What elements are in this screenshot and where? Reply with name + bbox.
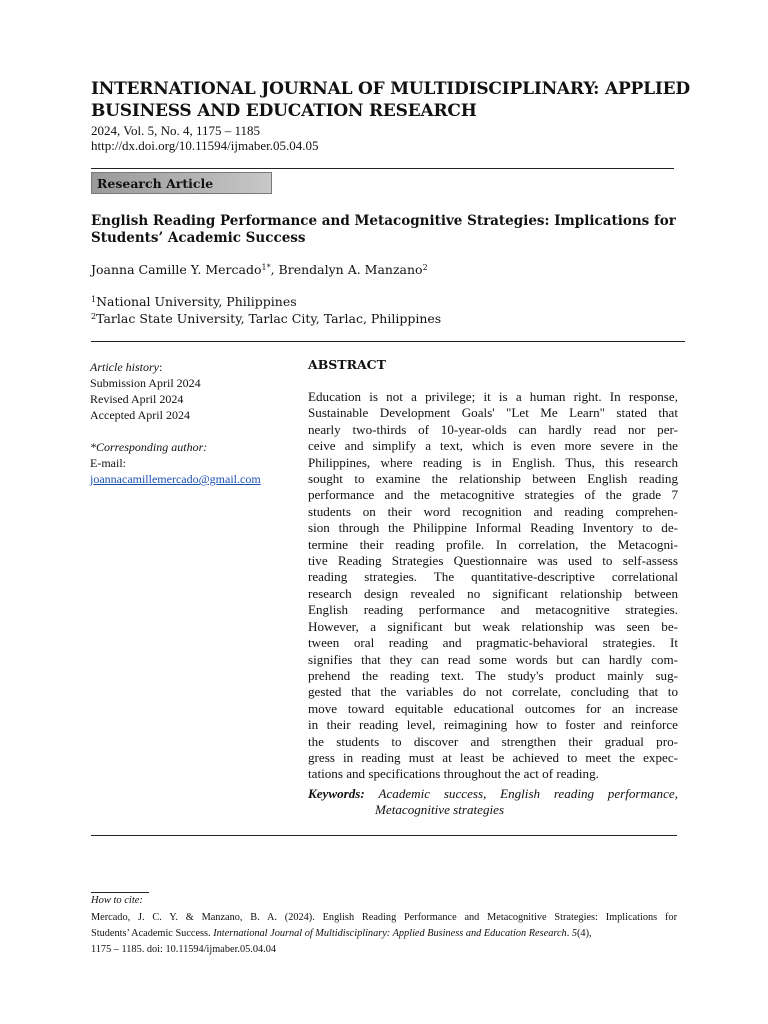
citation-line1: Mercado, J. C. Y. & Manzano, B. A. (2024). English Reading Performance and Metacognitive Strategies: Implications for <box>91 912 677 923</box>
abstract-line: termine their reading profile. In correlation, the Metacogni- <box>308 536 678 552</box>
citation-line2 <box>91 926 677 942</box>
sidebar-spacer <box>90 423 295 439</box>
abstract-line: gress in reading must at least be achieved to meet the expec- <box>308 749 678 765</box>
abstract-line: performance and the metacognitive strategies of the grade 7 <box>308 487 678 503</box>
abstract-line: Philippines, where reading is in English. Thus, this research <box>308 454 678 470</box>
volume-info: 2024, Vol. 5, No. 4, 1175 – 1185 <box>91 123 261 138</box>
abstract-line: Sustainable Development Goals' "Let Me Learn" stated that <box>308 405 678 421</box>
abstract-line: English reading performance and metacognitive strategies. <box>308 602 678 618</box>
keyword-word: reading <box>553 786 595 801</box>
keywords-line2: Metacognitive strategies <box>375 802 505 818</box>
citation-text <box>91 910 677 958</box>
journal-title <box>91 78 691 122</box>
affiliation-text: National University, Philippines <box>96 294 297 309</box>
article-type-label: Research Article <box>97 176 214 191</box>
author-affiliation-mark: 1* <box>261 263 271 272</box>
abstract-body <box>308 389 678 783</box>
abstract-line: research design revealed no significant relationship between <box>308 585 678 601</box>
doi-link[interactable]: http://dx.doi.org/10.11594/ijmaber.05.04.05 <box>91 138 319 153</box>
abstract-end-divider <box>91 835 677 836</box>
keywords-line1 <box>308 786 678 802</box>
abstract-line: the students to discover and strengthen their gradual pro- <box>308 733 678 749</box>
abstract-line: Education is not a privilege; it is a human right. In response, <box>308 389 678 404</box>
citation-divider <box>91 892 149 893</box>
paper-title-line1: English Reading Performance and Metacognitive Strategies: Implications for <box>91 213 676 229</box>
keyword-word: success, <box>443 786 487 801</box>
abstract-line: However, a significant but weak relationship was seen be- <box>308 618 678 634</box>
paper-title <box>91 213 691 247</box>
section-divider <box>91 341 685 342</box>
email-link[interactable]: joannacamillemercado@gmail.com <box>90 472 261 486</box>
keyword-word: Academic <box>378 786 431 801</box>
author-separator: , <box>270 262 279 277</box>
author-list <box>91 262 428 277</box>
article-info-sidebar <box>90 359 295 487</box>
article-history-label: Article history <box>90 360 159 374</box>
abstract-line: sion through the Philippine Informal Reading Inventory to de- <box>308 520 678 536</box>
affiliation <box>91 310 441 327</box>
abstract-line: sought to examine the relationship between English reading <box>308 471 678 487</box>
citation-volume: 5 <box>571 928 577 939</box>
abstract-line: tive Reading Strategies Questionnaire was used to self-assess <box>308 553 678 569</box>
affiliation-mark: 1 <box>91 295 97 304</box>
citation-line3: 1175 – 1185. doi: 10.11594/ijmaber.05.04.04 <box>91 944 277 955</box>
author-name: Joanna Camille Y. Mercado <box>91 262 262 277</box>
keywords-block <box>308 786 678 819</box>
abstract-heading: ABSTRACT <box>308 357 386 372</box>
citation-issue: (4), <box>577 928 592 939</box>
abstract-line: students on their word recognition and reading comprehen- <box>308 503 678 519</box>
citation-line2-start: Students’ Academic Success. <box>91 928 214 939</box>
abstract-line: tations and specifications throughout the act of reading. <box>308 766 599 782</box>
affiliation <box>91 293 297 310</box>
corresponding-author-label: *Corresponding author: <box>90 440 208 454</box>
abstract-line: in their reading level, reimagining how to foster and reinforce <box>308 717 678 733</box>
abstract-line: prehend the reading text. The study's product mainly sug- <box>308 667 678 683</box>
abstract-line: reading strategies. The quantitative-descriptive correlational <box>308 569 678 585</box>
journal-title-line1: INTERNATIONAL JOURNAL OF MULTIDISCIPLINARY: APPLIED <box>91 79 690 99</box>
citation-line2-sep: . <box>566 928 572 939</box>
affiliation-mark: 2 <box>91 312 97 321</box>
paper-title-line2: Students’ Academic Success <box>91 230 306 246</box>
article-history-colon: : <box>159 360 163 374</box>
email-label: E-mail: <box>90 456 126 470</box>
author-name: Brendalyn A. Manzano <box>278 262 423 277</box>
revised-date: Revised April 2024 <box>90 392 184 406</box>
keyword-word: English <box>500 786 541 801</box>
journal-title-line2: BUSINESS AND EDUCATION RESEARCH <box>91 101 477 121</box>
abstract-line: signifies that they can read some words but can hardly com- <box>308 651 678 667</box>
keyword-word: performance, <box>607 786 678 801</box>
submission-date: Submission April 2024 <box>90 376 201 390</box>
citation-label: How to cite: <box>91 895 143 906</box>
affiliation-text: Tarlac State University, Tarlac City, Tarlac, Philippines <box>96 311 442 326</box>
author-affiliation-mark: 2 <box>422 263 428 272</box>
header-divider <box>91 168 674 169</box>
abstract-line: move toward equitable educational outcomes for an increase <box>308 700 678 716</box>
accepted-date: Accepted April 2024 <box>90 408 190 422</box>
abstract-line: tween oral reading and pragmatic-behavioral strategies. It <box>308 635 678 651</box>
abstract-line: ceive and simplify a text, which is even more severe in the <box>308 438 678 454</box>
abstract-line: gested that the variables do not correlate, concluding that to <box>308 684 678 700</box>
article-history-heading <box>90 359 295 375</box>
keywords-label: Keywords: <box>308 786 365 801</box>
citation-journal-name: International Journal of Multidisciplinary: Applied Business and Education Research <box>213 928 567 939</box>
article-type-badge <box>91 172 272 194</box>
abstract-line: nearly two-thirds of 10-year-olds can hardly read nor per- <box>308 421 678 437</box>
